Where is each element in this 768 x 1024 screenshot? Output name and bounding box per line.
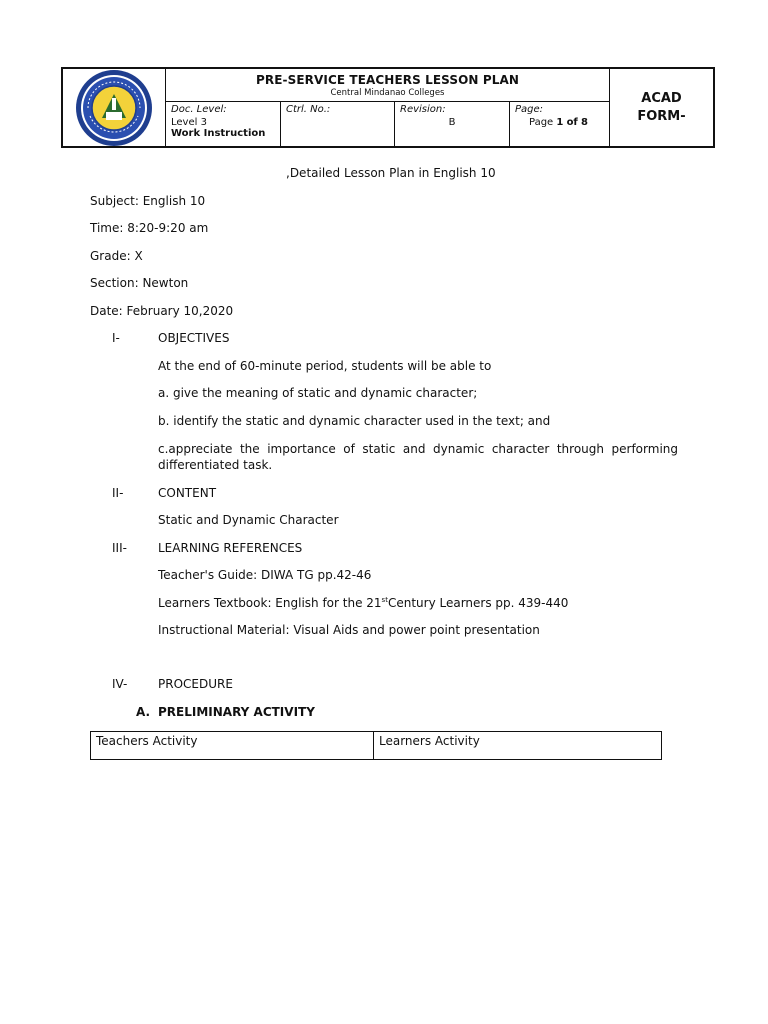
grade-line: Grade: X: [90, 249, 143, 263]
objective-a: a. give the meaning of static and dynamic character;: [158, 386, 478, 400]
textbook-ref: [158, 596, 568, 610]
subject-line: Subject: English 10: [90, 194, 206, 208]
time-line: Time: 8:20-9:20 am: [90, 221, 209, 235]
form-title: PRE-SERVICE TEACHERS LESSON PLAN: [256, 73, 519, 87]
preliminary-activity-letter: A.: [136, 705, 151, 719]
logo-cell: [63, 69, 166, 146]
college-seal-logo: [74, 68, 154, 148]
activity-table: [90, 731, 662, 760]
objective-c: [158, 441, 678, 473]
objective-b: b. identify the static and dynamic character used in the text; and: [158, 414, 551, 428]
lesson-heading: ,Detailed Lesson Plan in English 10: [286, 166, 496, 180]
revision-label: Revision:: [400, 104, 446, 115]
page-total: 8: [580, 117, 588, 128]
doc-level-label: Doc. Level:: [171, 104, 227, 115]
preliminary-activity-title: PRELIMINARY ACTIVITY: [158, 705, 315, 719]
page-cell: [509, 102, 609, 146]
meta-row: [166, 102, 609, 146]
revision-value: B: [448, 117, 456, 128]
content-title: CONTENT: [158, 486, 217, 500]
title-cell: [166, 69, 610, 146]
objectives-number: I-: [112, 331, 120, 345]
references-title: LEARNING REFERENCES: [158, 541, 303, 555]
acad-form-cell: [610, 69, 713, 146]
content-number: II-: [112, 486, 124, 500]
page-prefix: Page: [529, 117, 554, 128]
college-name: Central Mindanao Colleges: [330, 88, 445, 98]
date-line: Date: February 10,2020: [90, 304, 234, 318]
preliminary-activity-heading: [136, 705, 315, 719]
objective-c-line-2: differentiated task.: [158, 458, 273, 472]
references-number: III-: [112, 541, 127, 555]
doc-level-cell: [166, 102, 280, 146]
instructional-material-ref: Instructional Material: Visual Aids and power point presentation: [158, 623, 540, 637]
teachers-activity-header: Teachers Activity: [91, 732, 374, 760]
acad-line-1: ACAD: [641, 90, 682, 106]
teachers-guide-ref: Teacher's Guide: DIWA TG pp.42-46: [158, 568, 372, 582]
textbook-ref-pre: Learners Textbook: English for the 21: [158, 596, 382, 610]
document-header: [61, 67, 715, 148]
section-line: Section: Newton: [90, 276, 189, 290]
textbook-ref-sup: st: [381, 596, 388, 604]
objectives-title: OBJECTIVES: [158, 331, 230, 345]
procedure-title: PROCEDURE: [158, 677, 233, 691]
acad-line-2: FORM-: [637, 108, 686, 124]
page-of: of: [566, 117, 578, 128]
objective-c-line-1: c.appreciate the importance of static and dynamic character through performing: [158, 442, 678, 456]
page-label: Page:: [515, 104, 544, 115]
page-current: 1: [556, 117, 564, 128]
content-text: Static and Dynamic Character: [158, 513, 339, 527]
page-value: [515, 117, 604, 128]
title-block: [166, 69, 609, 102]
textbook-ref-post: Century Learners pp. 439-440: [387, 596, 569, 610]
procedure-number: IV-: [112, 677, 128, 691]
learners-activity-header: Learners Activity: [374, 732, 662, 760]
objectives-intro: At the end of 60-minute period, students will be able to: [158, 359, 492, 373]
doc-type: Work Instruction: [171, 128, 266, 139]
revision-cell: [394, 102, 509, 146]
ctrl-no-cell: [280, 102, 394, 146]
ctrl-no-label: Ctrl. No.:: [286, 104, 331, 115]
table-row: [91, 732, 662, 760]
doc-level-value: Level 3: [171, 117, 207, 128]
